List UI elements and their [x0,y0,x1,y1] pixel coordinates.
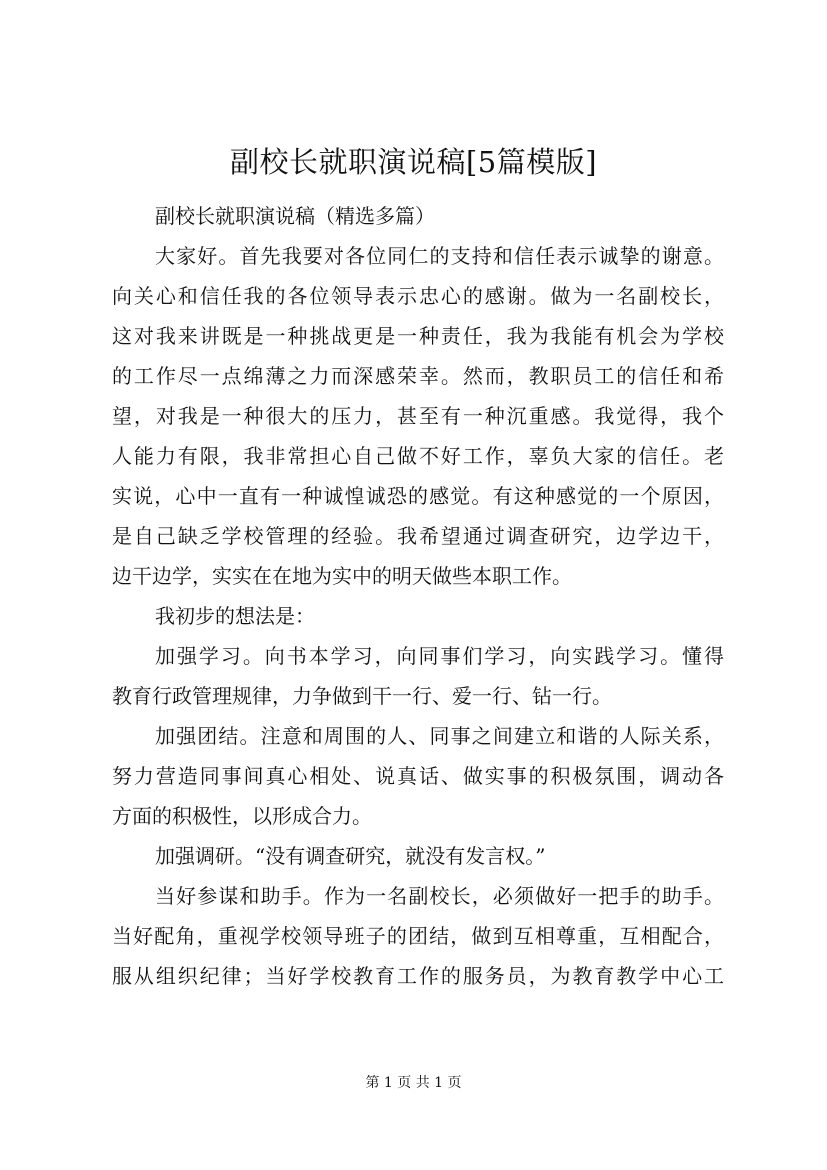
document-title: 副校长就职演说稿[5篇模版] [229,145,598,179]
paragraph-line: 服从组织纪律；当好学校教育工作的服务员，为教育教学中心工 [112,964,724,988]
document-body [112,196,724,996]
paragraph-line: 向关心和信任我的各位领导表示忠心的感谢。做为一名副校长， [112,284,724,308]
paragraph-line: 我初步的想法是： [155,604,315,628]
paragraph-line: 加强学习。向书本学习，向同事们学习，向实践学习。懂得 [155,644,724,668]
subtitle-line: 副校长就职演说稿（精选多篇） [155,204,435,228]
paragraph-line: 这对我来讲既是一种挑战更是一种责任，我为我能有机会为学校 [112,324,724,348]
paragraph-line: 加强调研。“没有调查研究，就没有发言权。” [155,844,546,868]
paragraph-line: 人能力有限，我非常担心自己做不好工作，辜负大家的信任。老 [112,444,724,468]
paragraph-line: 当好参谋和助手。作为一名副校长，必须做好一把手的助手。 [155,884,724,908]
paragraph-line: 实说，心中一直有一种诚惶诚恐的感觉。有这种感觉的一个原因， [112,484,724,508]
paragraph-line: 努力营造同事间真心相处、说真话、做实事的积极氛围，调动各 [112,764,724,788]
paragraph-line: 加强团结。注意和周围的人、同事之间建立和谐的人际关系， [155,724,724,748]
paragraph-line: 当好配角，重视学校领导班子的团结，做到互相尊重，互相配合， [112,924,724,948]
paragraph-line: 大家好。首先我要对各位同仁的支持和信任表示诚挚的谢意。 [155,244,724,268]
paragraph-line: 方面的积极性，以形成合力。 [112,804,372,828]
page-footer: 第 1 页 共 1 页 [365,1075,462,1091]
paragraph-line: 的工作尽一点绵薄之力而深感荣幸。然而，教职员工的信任和希 [112,364,724,388]
paragraph-line: 望，对我是一种很大的压力，甚至有一种沉重感。我觉得，我个 [112,404,724,428]
paragraph-line: 是自己缺乏学校管理的经验。我希望通过调查研究，边学边干， [112,524,724,548]
paragraph-line: 边干边学，实实在在地为实中的明天做些本职工作。 [112,564,572,588]
paragraph-line: 教育行政管理规律，力争做到干一行、爱一行、钻一行。 [112,684,612,708]
